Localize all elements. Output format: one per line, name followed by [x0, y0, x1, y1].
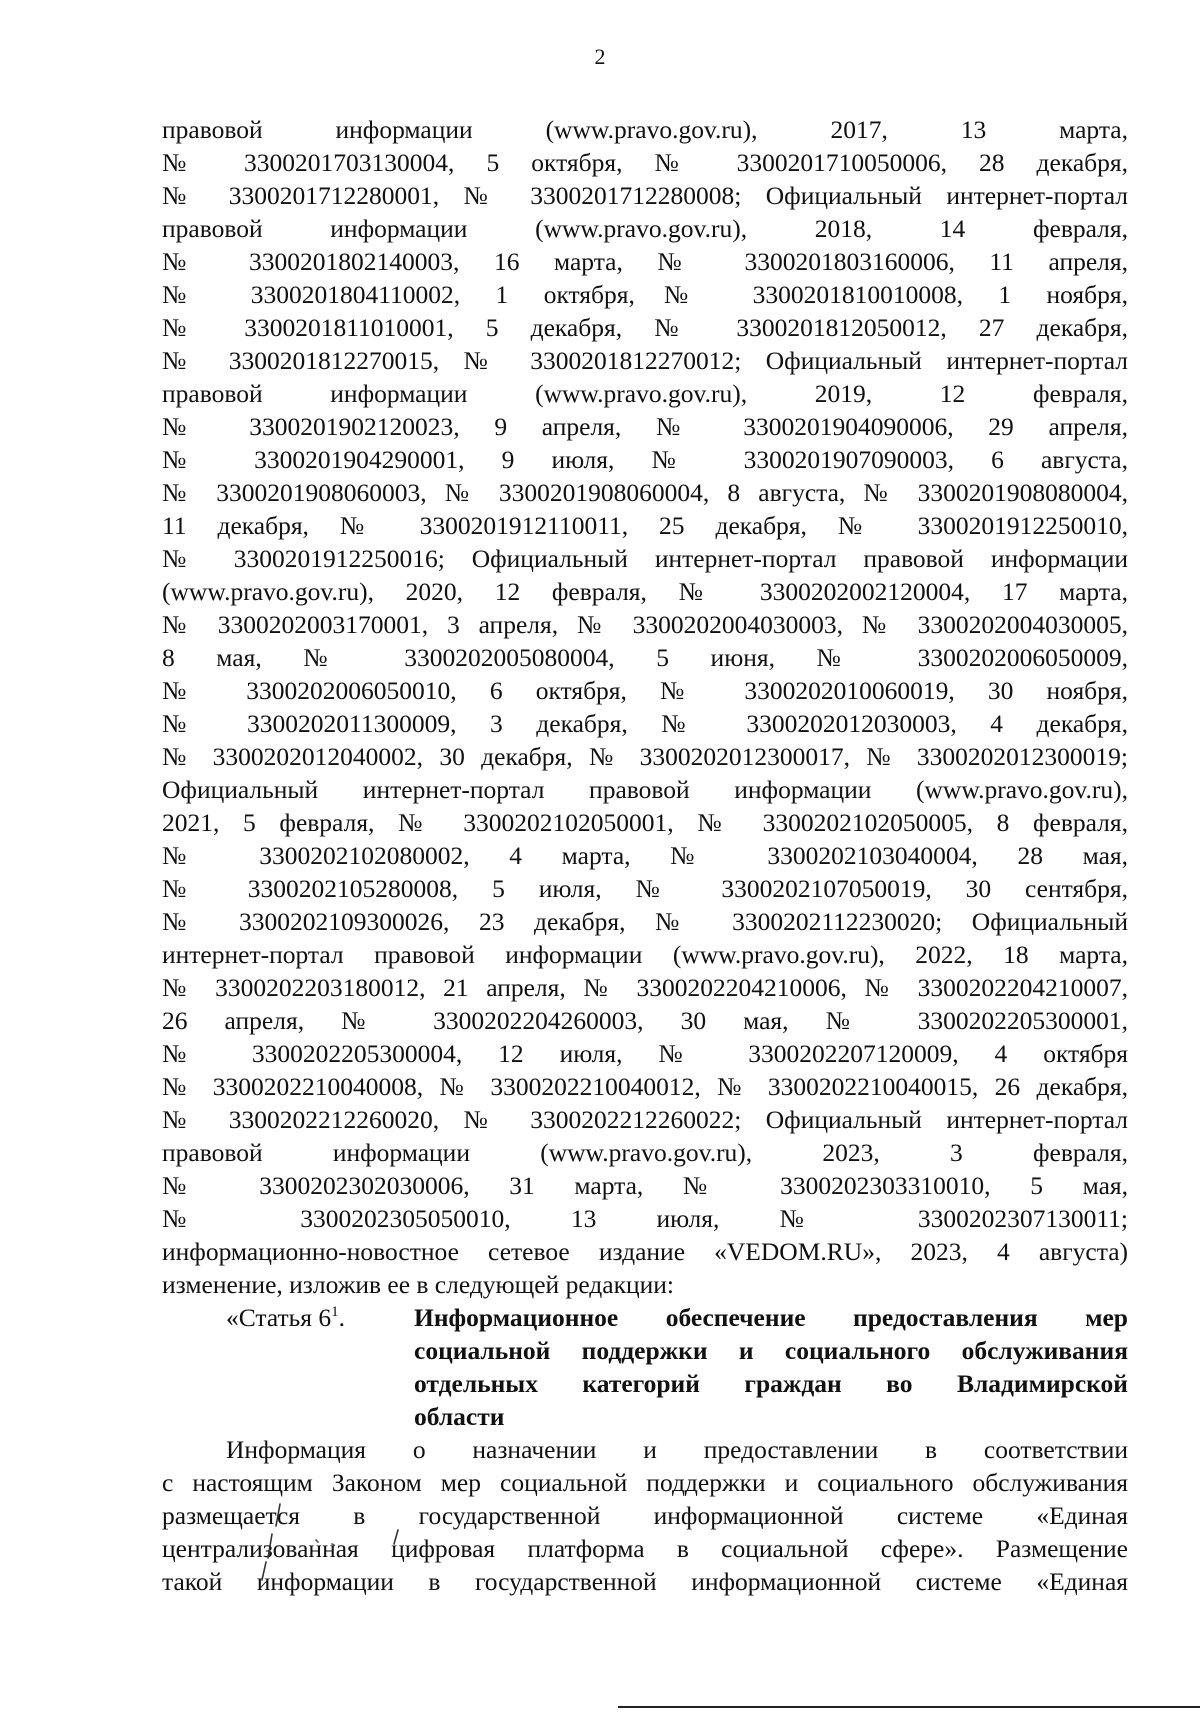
paragraph-first-line: Информация о назначении и предоставлении в соответствии	[226, 1435, 1128, 1464]
body-line-4: правовой информации (www.pravo.gov.ru), 2018, 14 февраля,	[162, 214, 1128, 243]
body-line-27: № 3300202203180012, 21 апреля, № 3300202204210006, № 3300202204210007,	[162, 973, 1128, 1002]
article-title-line-1: Информационное обеспечение предоставления мер	[414, 1303, 1128, 1332]
article-label-prefix: «Статья 6	[226, 1303, 332, 1332]
body-line-29: № 3300202205300004, 12 июля, № 3300202207120009, 4 октября	[162, 1039, 1128, 1068]
paragraph-line-3: централизованная цифровая платформа в социальной сфере». Размещение	[162, 1534, 1128, 1563]
article-label	[162, 1301, 414, 1433]
amendment-sources-list	[162, 113, 1128, 1268]
body-line-final: изменение, изложив ее в следующей редакции:	[162, 1270, 675, 1299]
body-line-19: № 3300202011300009, 3 декабря, № 3300202012030003, 4 декабря,	[162, 709, 1128, 738]
document-body	[162, 113, 1128, 1598]
body-line-28: 26 апреля, № 3300202204260003, 30 мая, № 3300202205300001,	[162, 1006, 1128, 1035]
body-line-6: № 3300201804110002, 1 октября,№ 3300201810010008, 1 ноября,	[162, 280, 1128, 309]
article-title	[414, 1301, 1128, 1433]
body-line-17: 8 мая, № 3300202005080004, 5 июня, № 3300202006050009,	[162, 643, 1128, 672]
body-line-8: № 3300201812270015, № 3300201812270012; Официальный интернет-портал	[162, 346, 1128, 375]
body-line-13: 11 декабря, № 3300201912110011, 25 декабря, № 3300201912250010,	[162, 511, 1128, 540]
body-line-16: № 3300202003170001, 3 апреля, № 3300202004030003, № 3300202004030005,	[162, 610, 1128, 639]
body-line-18: № 3300202006050010, 6 октября, № 3300202010060019, 30 ноября,	[162, 676, 1128, 705]
body-line-21: Официальный интернет-портал правовой информации (www.pravo.gov.ru),	[162, 775, 1128, 804]
body-line-1: правовой информации (www.pravo.gov.ru), 2017, 13 марта,	[162, 115, 1128, 144]
article-title-line-2: социальной поддержки и социального обслуживания	[414, 1336, 1128, 1365]
paragraph-line-1: с настоящим Законом мер социальной поддержки и социального обслуживания	[162, 1468, 1128, 1497]
body-line-2: № 3300201703130004, 5 октября, № 3300201710050006, 28 декабря,	[162, 148, 1128, 177]
article-title-lines	[414, 1301, 1128, 1400]
body-line-11: № 3300201904290001, 9 июля, № 3300201907090003, 6 августа,	[162, 445, 1128, 474]
body-line-5: № 3300201802140003, 16 марта, № 3300201803160006, 11 апреля,	[162, 247, 1128, 276]
article-label-superscript: 1	[331, 1304, 339, 1320]
body-line-14: № 3300201912250016; Официальный интернет-портал правовой информации	[162, 544, 1128, 573]
article-heading	[162, 1301, 1128, 1433]
body-line-31: № 3300202212260020, № 3300202212260022; Официальный интернет-портал	[162, 1105, 1128, 1134]
article-label-suffix: .	[338, 1303, 346, 1332]
body-line-26: интернет-портал правовой информации (www.pravo.gov.ru), 2022, 18 марта,	[162, 940, 1128, 969]
body-line-33: № 3300202302030006, 31 марта, № 3300202303310010, 5 мая,	[162, 1171, 1128, 1200]
paragraph-line-2: размещается в государственной информационной системе «Единая	[162, 1501, 1128, 1530]
body-line-34: № 3300202305050010, 13 июля, № 3300202307130011;	[162, 1204, 1128, 1233]
body-line-35: информационно-новостное сетевое издание «VEDOM.RU», 2023, 4 августа)	[162, 1237, 1128, 1266]
body-line-7: № 3300201811010001, 5 декабря, № 3300201812050012, 27 декабря,	[162, 313, 1128, 342]
body-line-10: № 3300201902120023, 9 апреля, № 3300201904090006, 29 апреля,	[162, 412, 1128, 441]
article-title-last-line: области	[414, 1402, 505, 1431]
body-line-3: № 3300201712280001, № 3300201712280008; Официальный интернет-портал	[162, 181, 1128, 210]
body-line-25: № 3300202109300026, 23 декабря, № 3300202112230020; Официальный	[162, 907, 1128, 936]
body-line-24: № 3300202105280008, 5 июля, № 3300202107050019, 30 сентября,	[162, 874, 1128, 903]
page-number: 2	[594, 44, 606, 69]
body-line-12: № 3300201908060003, № 3300201908060004, 8 августа, № 3300201908080004,	[162, 478, 1128, 507]
body-line-23: № 3300202102080002, 4 марта, № 3300202103040004, 28 мая,	[162, 841, 1128, 870]
body-line-20: № 3300202012040002, 30 декабря, № 3300202012300017, № 3300202012300019;	[162, 742, 1128, 771]
bottom-rule	[618, 1706, 1200, 1708]
handwritten-mark	[258, 1500, 438, 1590]
body-line-32: правовой информации (www.pravo.gov.ru), 2023, 3 февраля,	[162, 1138, 1128, 1167]
body-line-15: (www.pravo.gov.ru), 2020, 12 февраля, № 3300202002120004, 17 марта,	[162, 577, 1128, 606]
body-line-30: № 3300202210040008, № 3300202210040012, № 3300202210040015, 26 декабря,	[162, 1072, 1128, 1101]
body-line-22: 2021, 5 февраля, № 3300202102050001, № 3300202102050005, 8 февраля,	[162, 808, 1128, 837]
body-line-9: правовой информации (www.pravo.gov.ru), 2019, 12 февраля,	[162, 379, 1128, 408]
paragraph-line-4: такой информации в государственной информационной системе «Единая	[162, 1567, 1128, 1596]
article-title-line-3: отдельных категорий граждан во Владимирской	[414, 1369, 1128, 1398]
